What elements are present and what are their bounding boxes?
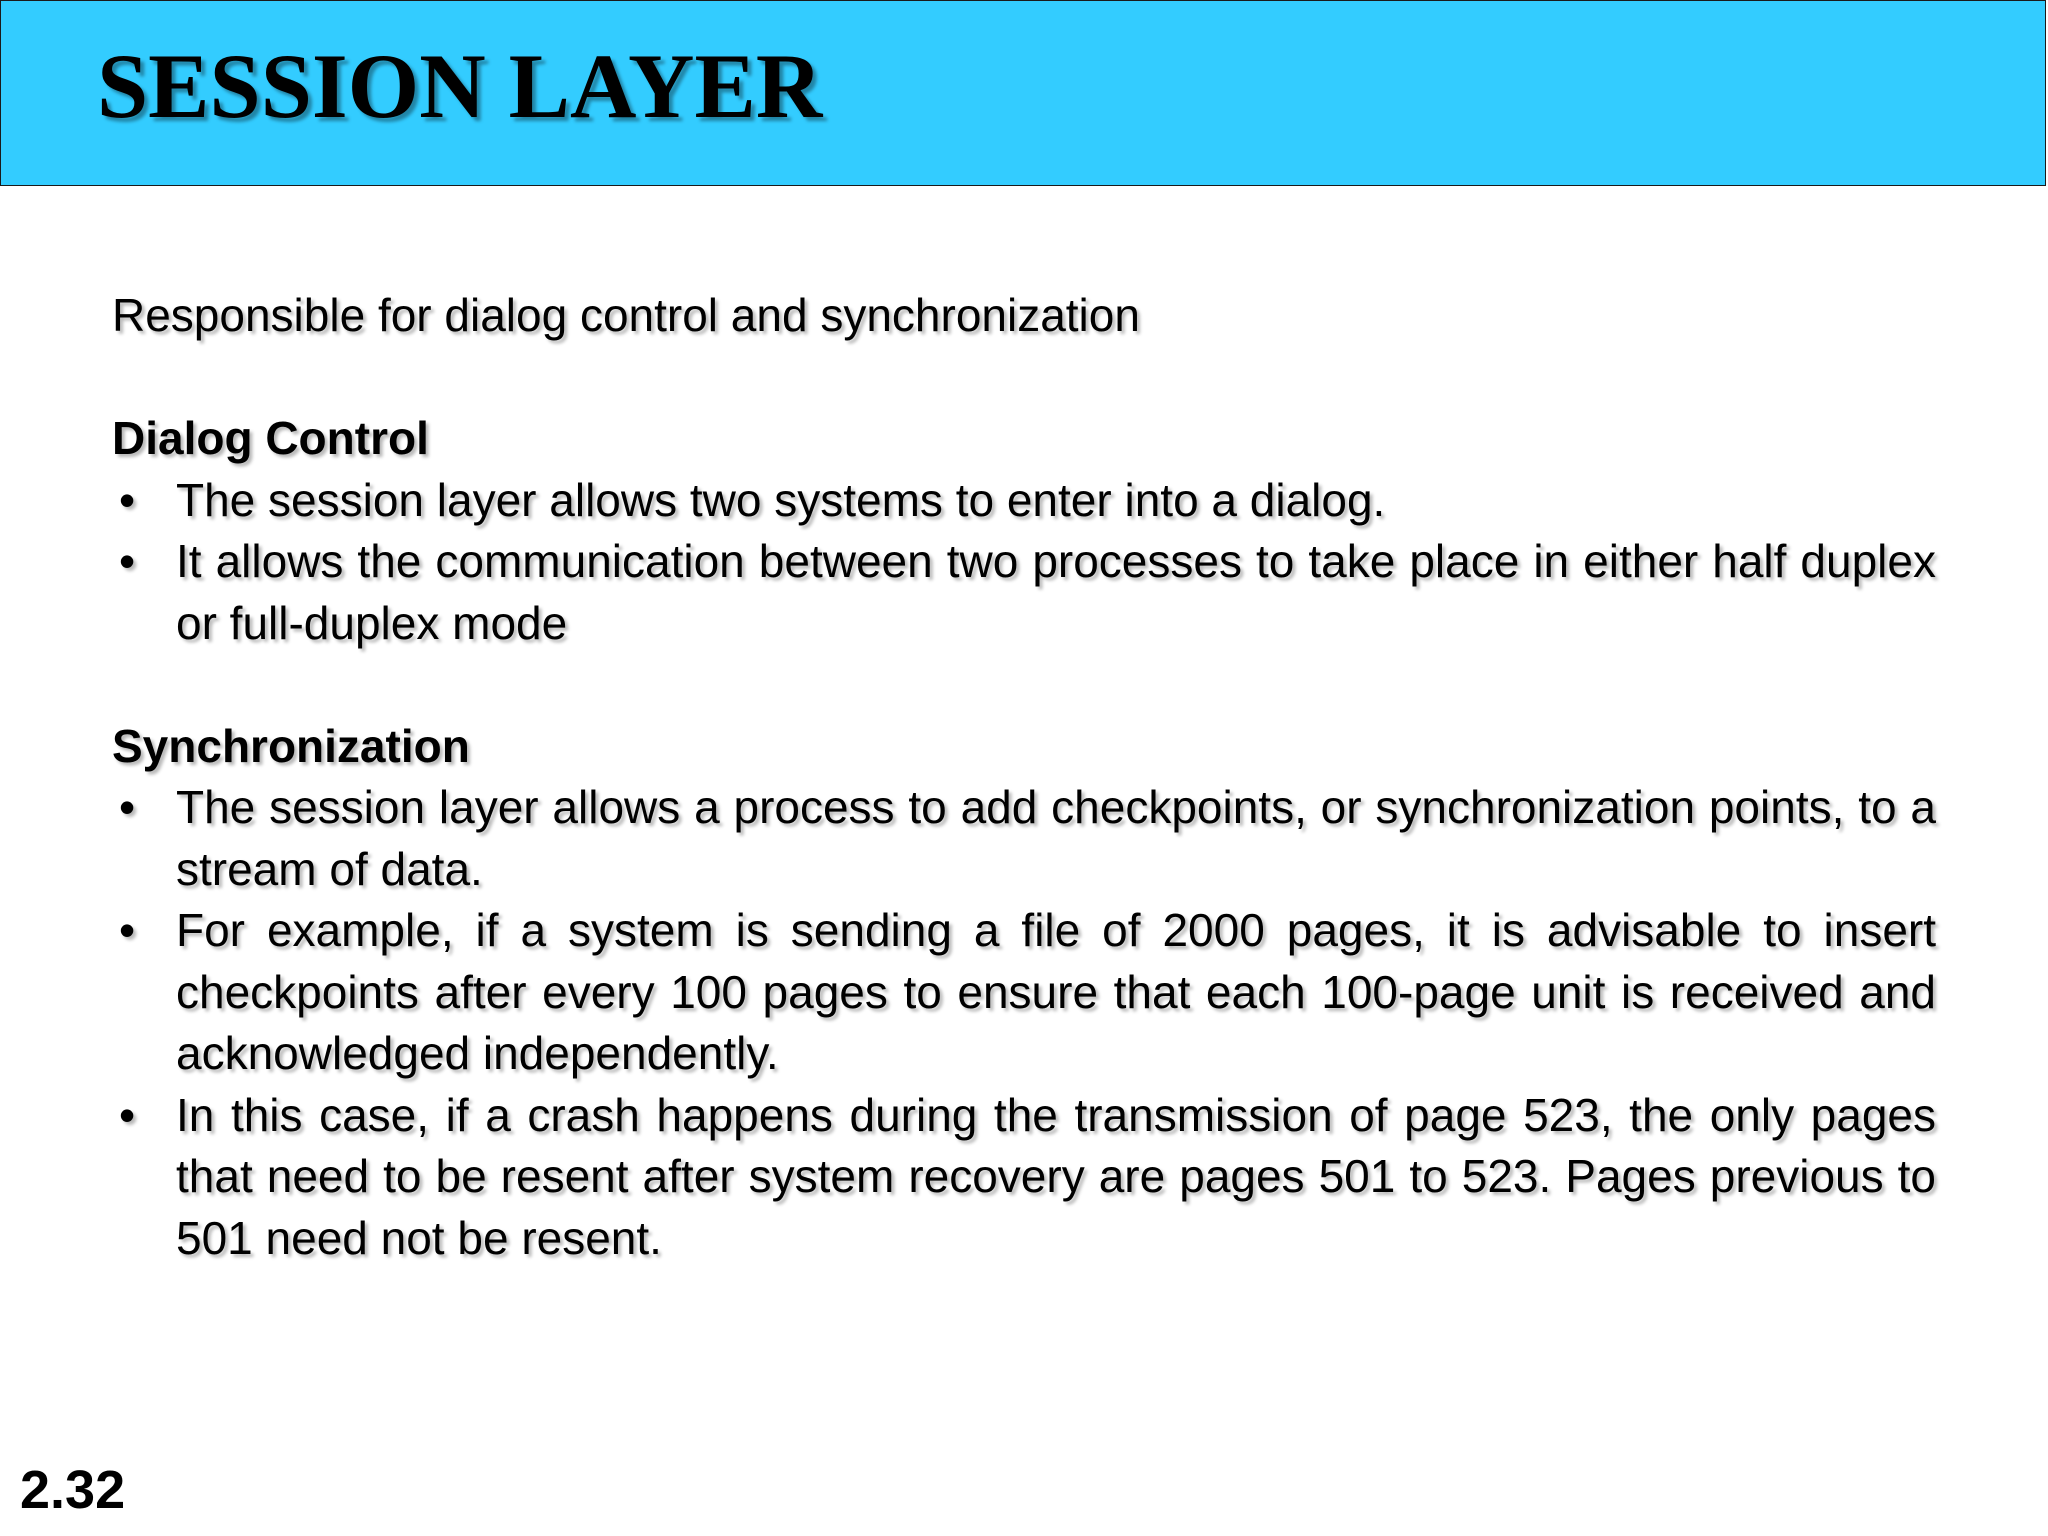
slide-title: SESSION LAYER: [97, 35, 823, 137]
section-synchronization: [112, 716, 1936, 1270]
bullet-item: [112, 900, 1936, 1085]
bullet-text: The session layer allows two systems to enter into a dialog.: [176, 473, 1386, 526]
bullet-text: The session layer allows a process to add checkpoints, or synchronization points, to a stream of data.: [176, 781, 1936, 895]
bullet-text: It allows the communication between two processes to take place in either half duplex or full-duplex mode: [176, 535, 1936, 649]
bullet-glyph: •: [118, 904, 136, 956]
bullet-glyph: •: [118, 781, 136, 833]
section-heading: Synchronization: [112, 719, 470, 772]
bullet-item: [112, 1085, 1936, 1270]
bullet-item: [112, 470, 1936, 532]
bullet-item: [112, 531, 1936, 654]
section-dialog-control: [112, 408, 1936, 654]
spacer: [112, 654, 1936, 716]
bullet-text: In this case, if a crash happens during the transmission of page 523, the only pages that need to be resent after system recovery are pages 501 to 523. Pages previous to 501 need not be resent.: [176, 1088, 1936, 1264]
bullet-item: [112, 777, 1936, 900]
bullet-glyph: •: [118, 473, 136, 526]
bullet-list: [112, 470, 1936, 655]
bullet-text: For example, if a system is sending a file of 2000 pages, it is advisable to insert checkpoints after every 100 pages to ensure that each 100-page unit is received and acknowledged independently.: [176, 904, 1936, 1079]
spacer: [112, 347, 1936, 409]
title-bar: [0, 0, 2046, 186]
bullet-glyph: •: [118, 1088, 136, 1141]
bullet-list: [112, 777, 1936, 1269]
intro-text: Responsible for dialog control and synchronization: [112, 289, 1140, 341]
section-heading: Dialog Control: [112, 412, 429, 464]
bullet-glyph: •: [118, 535, 136, 587]
slide-content: [112, 285, 1936, 1269]
page-number: 2.32: [20, 1460, 126, 1520]
